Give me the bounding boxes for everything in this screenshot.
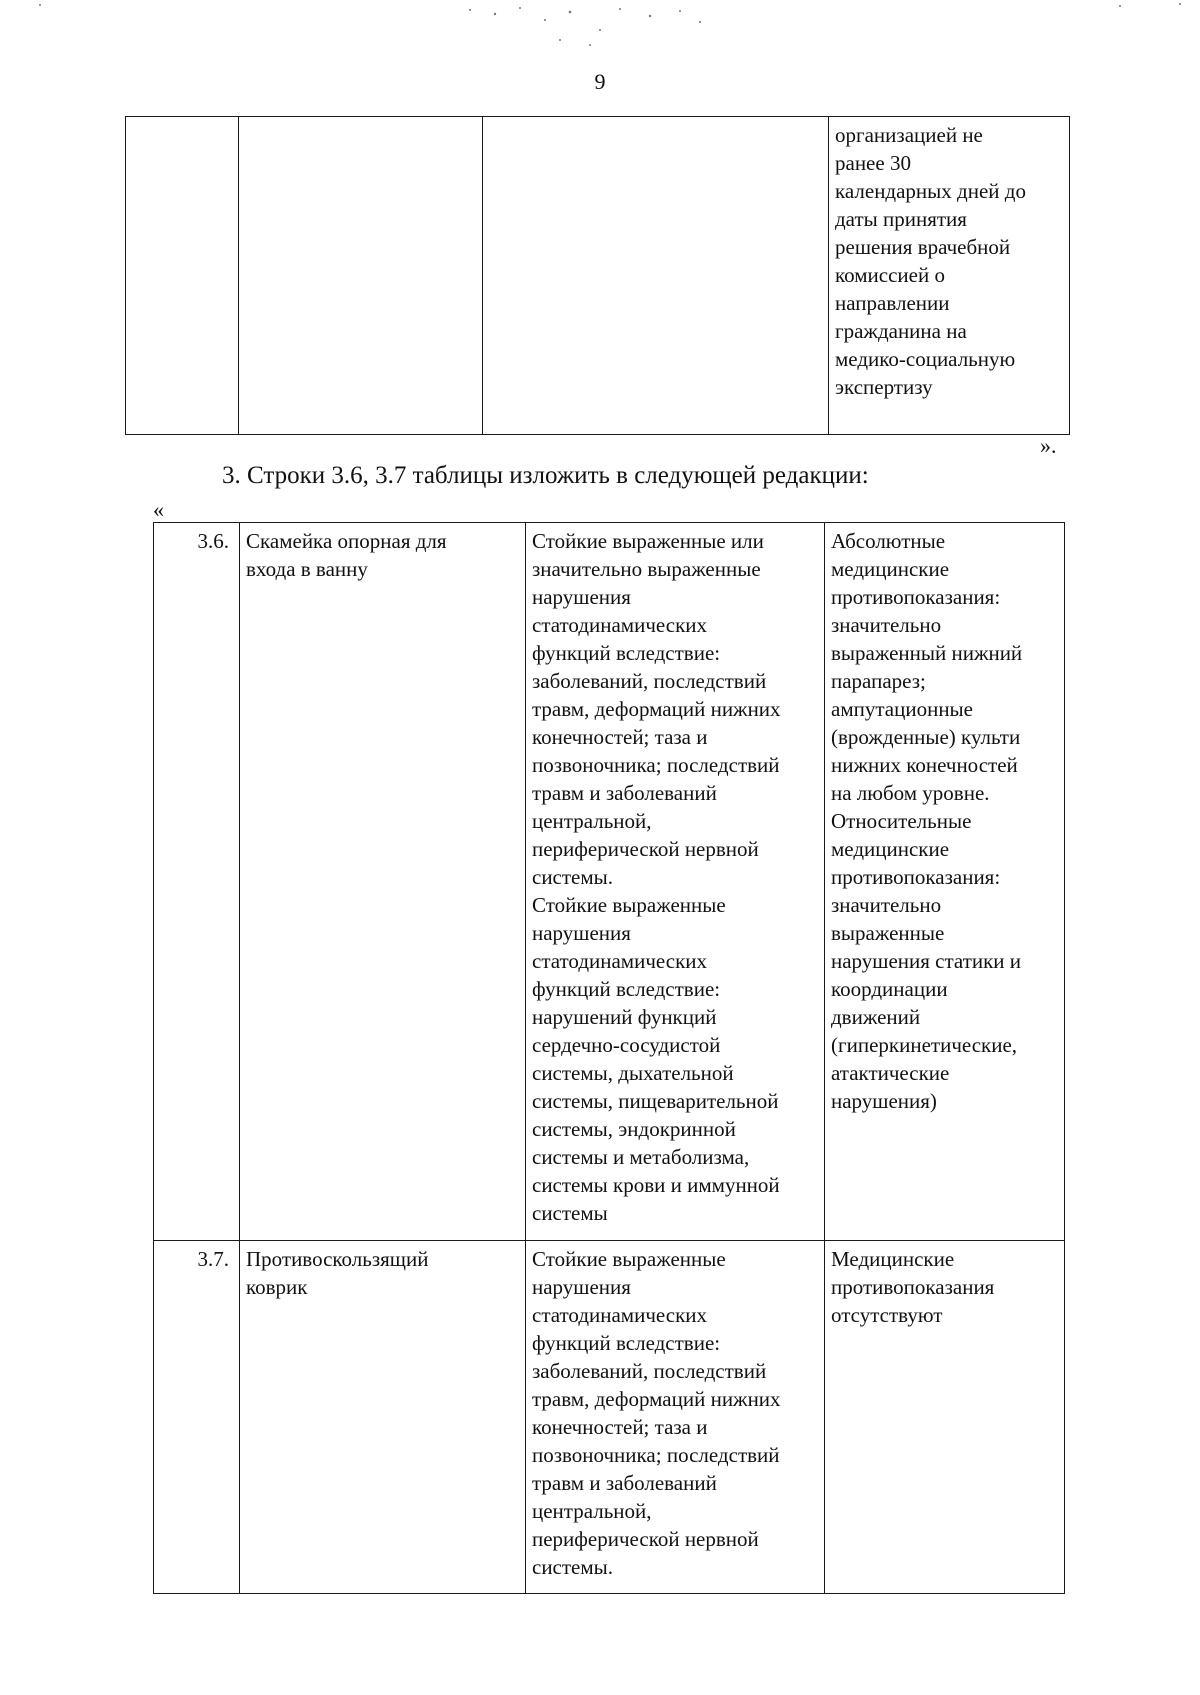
table-cell: [483, 117, 829, 435]
contraindications: Абсолютные медицинские противопоказания: значительно выраженный нижний парапарез; ампутационные (врожденные) культи нижних конечностей на любом уровне. Относительные медицинские противопоказания: значительно выраженные нарушения статики и координации движений (гиперкинетические, атактические нарушения): [825, 523, 1065, 1241]
continuation-table: [125, 116, 1070, 435]
contraindications: Медицинские противопоказания отсутствуют: [825, 1241, 1065, 1594]
opening-quote: «: [153, 497, 164, 522]
table-cell: [239, 117, 483, 435]
row-number: 3.7.: [154, 1241, 240, 1594]
item-name: Противоскользящий коврик: [240, 1241, 526, 1594]
scan-noise: [0, 0, 1200, 60]
table-cell: организацией не ранее 30 календарных дней до даты принятия решения врачебной комиссией о направлении гражданина на медико-социальную экспертизу: [829, 117, 1070, 435]
closing-quote: ».: [1040, 433, 1057, 458]
table-cell: [126, 117, 239, 435]
row-number: 3.6.: [154, 523, 240, 1241]
section-heading: 3. Строки 3.6, 3.7 таблицы изложить в следующей редакции:: [222, 462, 869, 489]
indications: Стойкие выраженные или значительно выраженные нарушения статодинамических функций вследствие: заболеваний, последствий травм, деформаций нижних конечностей; таза и позвоночника; последствий травм и заболеваний центральной, периферической нервной системы. Стойкие выраженные нарушения статодинамических функций вследствие: нарушений функций сердечно-сосудистой системы, дыхательной системы, пищеварительной системы, эндокринной системы и метаболизма, системы крови и иммунной системы: [526, 523, 825, 1241]
table-row: [154, 1241, 1065, 1594]
item-name: Скамейка опорная для входа в ванну: [240, 523, 526, 1241]
indications: Стойкие выраженные нарушения статодинамических функций вследствие: заболеваний, последствий травм, деформаций нижних конечностей; таза и позвоночника; последствий травм и заболеваний центральной, периферической нервной системы.: [526, 1241, 825, 1594]
table-row: [154, 523, 1065, 1241]
amended-rows-table: [153, 522, 1065, 1594]
table-row: [126, 117, 1070, 435]
page-number: 9: [594, 69, 606, 94]
